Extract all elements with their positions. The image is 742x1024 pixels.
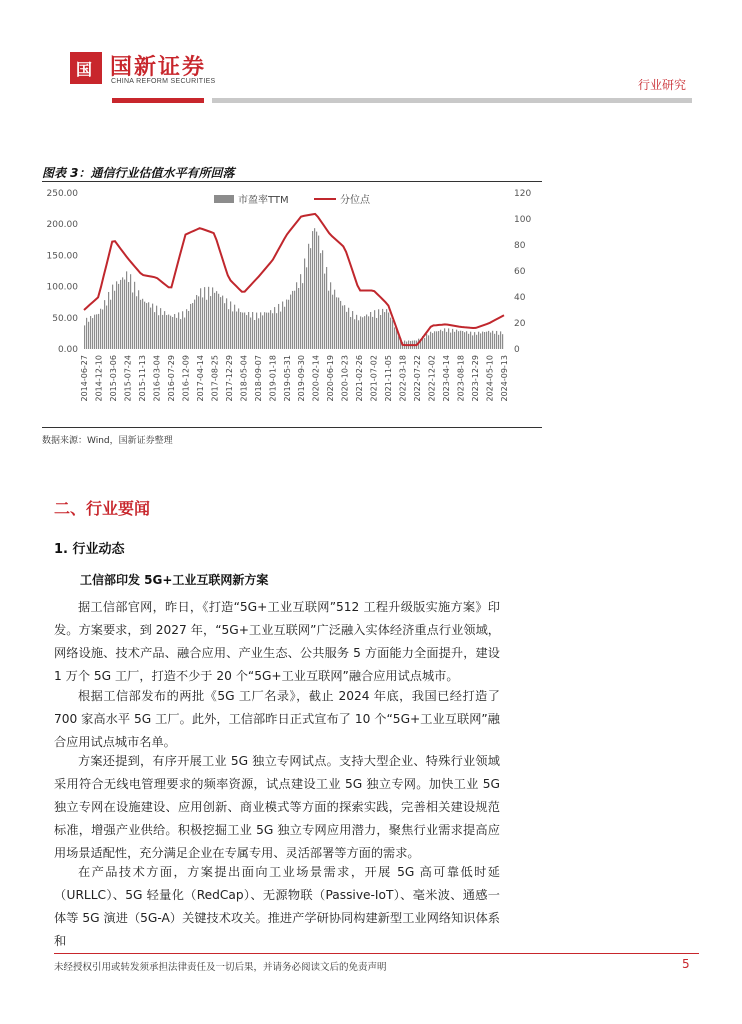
pe-bar	[362, 317, 363, 349]
pe-bar	[278, 304, 279, 349]
pe-bar	[114, 291, 115, 349]
pe-bar	[148, 302, 149, 349]
pe-bar	[108, 292, 109, 349]
pe-bar	[438, 331, 439, 349]
pe-bar	[392, 320, 393, 349]
x-tick-label: 2021-11-05	[384, 355, 394, 402]
pe-bar	[220, 297, 221, 349]
pe-bar	[96, 314, 97, 349]
pe-bar	[166, 315, 167, 349]
pe-bar	[168, 315, 169, 349]
header-accent-bar	[112, 98, 204, 103]
pe-bar	[500, 331, 501, 349]
pe-bar	[204, 287, 205, 349]
footer-disclaimer: 未经授权引用或转发须承担法律责任及一切后果，并请务必阅读文后的免责声明	[54, 962, 387, 973]
x-tick-label: 2014-12-10	[94, 355, 104, 402]
x-tick-label: 2017-12-29	[224, 355, 234, 402]
pe-bar	[264, 312, 265, 349]
y-left-tick-label: 150.00	[46, 251, 78, 262]
x-tick-label: 2015-11-13	[137, 355, 147, 402]
pe-bar	[260, 312, 261, 349]
paragraph-3: 方案还提到，有序开展工业 5G 独立专网试点。支持大型企业、特殊行业领域采用符合无线电管理要求的频率资源，试点建设工业 5G 独立专网。加快工业 5G 独立专网在设施建设、应用创新、商业模式等方面的探索实践，完善相关建设规范标准，增强产业供给。积极挖掘工业 5G 独立专网应用潜力，聚焦行业需求提高应用场景适配性，充分满足企业在专属专用、灵活部署等方面的需求。	[54, 754, 500, 860]
pe-bar	[284, 307, 285, 349]
pe-bar	[222, 296, 223, 349]
pe-bar	[444, 328, 445, 349]
pe-bar	[224, 303, 225, 349]
pe-bar	[216, 291, 217, 349]
pe-bar	[282, 302, 283, 349]
pe-bar	[452, 329, 453, 349]
pe-bar	[122, 277, 123, 349]
logo-mark	[70, 52, 102, 102]
x-tick-label: 2014-06-27	[80, 355, 89, 402]
pe-bar	[190, 304, 191, 349]
pe-bar	[424, 338, 425, 349]
pe-bar	[338, 298, 339, 349]
pe-bar	[154, 312, 155, 349]
pe-bar	[460, 331, 461, 349]
pe-bar	[440, 330, 441, 349]
y-right-tick-label: 120	[514, 189, 532, 199]
pe-bar	[302, 283, 303, 349]
pe-bar	[144, 302, 145, 349]
pe-bar	[328, 291, 329, 349]
pe-bar	[354, 319, 355, 349]
pe-bar	[172, 317, 173, 349]
pe-bar	[246, 315, 247, 349]
pe-bar	[210, 296, 211, 349]
y-left-tick-label: 100.00	[46, 282, 78, 293]
pe-bar	[380, 315, 381, 349]
pe-bar	[464, 332, 465, 349]
paragraph-2: 根据工信部发布的两批《5G 工厂名录》，截止 2024 年底，我国已经打造了 700 家高水平 5G 工厂。此外，工信部昨日正式宣布了 10 个“5G+工业互联网”融合应用试点城市名单。	[54, 689, 500, 749]
pe-bar	[196, 295, 197, 349]
pe-bar	[386, 309, 387, 349]
pe-bar	[390, 318, 391, 349]
pe-bar	[474, 332, 475, 349]
pe-bar	[340, 301, 341, 349]
pe-bar	[176, 318, 177, 349]
pe-bar	[178, 312, 179, 349]
pe-bar	[332, 295, 333, 349]
pe-bar	[238, 308, 239, 349]
x-tick-label: 2019-01-18	[268, 355, 278, 402]
pe-bar	[100, 309, 101, 349]
pe-bar	[116, 281, 117, 349]
pe-bar	[102, 309, 103, 349]
pe-bar	[106, 306, 107, 349]
pe-bar	[292, 291, 293, 349]
legend-label-percentile: 分位点	[340, 195, 370, 206]
pe-bar	[434, 331, 435, 349]
pe-bar	[118, 284, 119, 349]
pe-bar	[236, 311, 237, 349]
pe-bar	[376, 318, 377, 349]
paragraph-1: 据工信部官网，昨日，《打造“5G+工业互联网”512 工程升级版实施方案》印发。方案要求，到 2027 年，“5G+工业互联网”广泛融入实体经济重点行业领域，网络设施、技术产品、融合应用、产业生态、公共服务 5 方面能力全面提升，建设 1 万个 5G 工厂，打造不少于 20 个“5G+工业互联网”融合应用试点城市。	[54, 600, 500, 683]
pe-bar	[364, 316, 365, 349]
pe-bar	[198, 296, 199, 349]
y-left-tick-label: 200.00	[46, 220, 78, 231]
pe-bar	[142, 299, 143, 349]
pe-bar	[244, 312, 245, 349]
x-tick-label: 2018-05-04	[239, 355, 249, 402]
pe-bar	[104, 300, 105, 349]
x-tick-label: 2020-06-19	[326, 355, 336, 402]
pe-bar	[152, 304, 153, 349]
pe-bar	[476, 335, 477, 349]
pe-bar	[382, 309, 383, 349]
pe-bar	[280, 312, 281, 349]
pe-bar	[352, 311, 353, 349]
figure-bottom-rule	[42, 427, 542, 428]
pe-bar	[136, 296, 137, 349]
pe-bar	[192, 303, 193, 349]
x-tick-label: 2022-07-22	[413, 355, 423, 402]
pe-bar	[160, 308, 161, 349]
x-tick-label: 2020-02-14	[311, 355, 321, 402]
x-tick-label: 2022-12-02	[427, 355, 437, 402]
y-right-tick-label: 60	[514, 267, 526, 277]
pe-bar	[182, 311, 183, 349]
news-title: 工信部印发 5G+工业互联网新方案	[80, 573, 269, 587]
pe-bar	[294, 291, 295, 349]
y-left-tick-label: 0.00	[57, 345, 78, 355]
pe-bar	[342, 306, 343, 349]
pe-bar	[184, 318, 185, 349]
pe-bar	[288, 300, 289, 349]
logo-mark-text: 国新	[76, 60, 93, 102]
x-tick-label: 2016-07-29	[166, 355, 176, 402]
pe-bar	[90, 316, 91, 349]
pe-bar	[92, 318, 93, 349]
pe-bar	[138, 290, 139, 349]
pe-bar	[266, 313, 267, 349]
pe-bar	[252, 312, 253, 349]
pe-bar	[378, 309, 379, 349]
pe-bar	[188, 311, 189, 349]
x-tick-label: 2018-09-07	[253, 355, 263, 402]
pe-bar	[498, 335, 499, 349]
pe-bar	[326, 267, 327, 349]
pe-bar	[366, 314, 367, 349]
pe-bar	[324, 274, 325, 349]
pe-bar	[120, 280, 121, 349]
logo-english-name: CHINA REFORM SECURITIES	[111, 78, 216, 85]
pe-bar	[86, 318, 87, 349]
pe-bar	[426, 334, 427, 349]
x-tick-label: 2024-09-13	[500, 355, 509, 402]
pe-bar	[432, 333, 433, 349]
pe-bar	[194, 300, 195, 349]
pe-bar	[448, 328, 449, 349]
y-right-tick-label: 80	[514, 241, 526, 251]
y-right-tick-label: 0	[514, 345, 520, 355]
y-left-tick-label: 50.00	[52, 313, 78, 324]
pe-bar	[478, 332, 479, 349]
footer-rule	[54, 953, 699, 954]
pe-bar	[348, 308, 349, 349]
pe-bar	[126, 271, 127, 349]
pe-bar	[492, 331, 493, 349]
pe-bar	[482, 332, 483, 349]
valuation-chart	[42, 183, 542, 427]
pe-bar	[296, 282, 297, 349]
paragraph-4: 在产品技术方面，方案提出面向工业场景需求，开展 5G 高可靠低时延（URLLC）、5G 轻量化（RedCap）、无源物联（Passive-IoT）、毫米波、通感一体等 5G 演进（5G-A）关键技术攻关。推进产学研协同构建新型工业网络知识体系和	[54, 865, 500, 948]
pe-bar	[374, 310, 375, 349]
y-right-tick-label: 20	[514, 319, 526, 329]
pe-bar	[202, 297, 203, 349]
x-tick-label: 2017-04-14	[195, 355, 205, 402]
pe-bar	[84, 325, 85, 349]
pe-bar	[430, 332, 431, 349]
pe-bar	[276, 313, 277, 349]
pe-bar	[318, 236, 319, 349]
pe-bar	[428, 335, 429, 349]
pe-bar	[472, 335, 473, 349]
figure-source: 数据来源：Wind，国新证券整理	[42, 436, 173, 446]
x-tick-label: 2023-12-29	[471, 355, 481, 402]
pe-bar	[384, 312, 385, 349]
pe-bar	[240, 312, 241, 349]
pe-bar	[134, 282, 135, 349]
pe-bar	[356, 315, 357, 349]
pe-bar	[462, 331, 463, 349]
pe-bar	[388, 313, 389, 349]
pe-bar	[494, 334, 495, 349]
pe-bar	[436, 331, 437, 349]
pe-bar	[186, 309, 187, 349]
pe-bar	[334, 290, 335, 349]
pe-bar	[248, 312, 249, 349]
pe-bar	[470, 332, 471, 349]
x-tick-label: 2022-03-18	[398, 355, 408, 402]
pe-bar	[206, 300, 207, 349]
pe-bar	[274, 307, 275, 349]
pe-bar	[490, 333, 491, 349]
pe-bar	[312, 231, 313, 349]
pe-bar	[502, 334, 503, 349]
x-tick-label: 2015-07-24	[123, 355, 133, 402]
pe-bar	[458, 331, 459, 349]
pe-bar	[228, 309, 229, 349]
pe-bar	[88, 322, 89, 349]
y-left-tick-label: 250.00	[46, 189, 78, 199]
subsection-heading: 1. 行业动态	[54, 542, 125, 557]
pe-bar	[218, 294, 219, 349]
pe-bar	[290, 295, 291, 349]
section-label: 行业研究	[638, 78, 687, 92]
pe-bar	[232, 311, 233, 349]
pe-bar	[162, 315, 163, 349]
pe-bar	[170, 316, 171, 349]
pe-bar	[230, 301, 231, 349]
pe-bar	[304, 258, 305, 349]
pe-bar	[316, 232, 317, 349]
pe-bar	[370, 312, 371, 349]
logo-name: 国新证券	[110, 55, 207, 80]
legend-label-pe: 市盈率TTM	[238, 195, 289, 206]
x-tick-label: 2023-04-14	[442, 355, 452, 402]
pe-bar	[158, 315, 159, 349]
pe-bar	[272, 313, 273, 349]
pe-bar	[466, 331, 467, 349]
pe-bar	[456, 330, 457, 349]
pe-bar	[98, 314, 99, 349]
page-number: 5	[682, 957, 690, 971]
pe-bar	[124, 280, 125, 349]
figure-top-rule	[42, 181, 542, 182]
pe-bar	[180, 319, 181, 349]
pe-bar	[200, 288, 201, 349]
x-tick-label: 2017-08-25	[210, 355, 220, 402]
pe-bar	[308, 244, 309, 349]
pe-bar	[234, 305, 235, 349]
legend-swatch-pe	[214, 195, 234, 203]
pe-bar	[300, 274, 301, 349]
pe-bar	[306, 267, 307, 349]
pe-bar	[250, 318, 251, 349]
header-divider-bar	[212, 98, 692, 103]
pe-bar	[336, 297, 337, 349]
pe-bar	[150, 308, 151, 349]
pe-bar	[242, 313, 243, 349]
x-tick-label: 2020-10-23	[340, 355, 350, 402]
pe-bar	[94, 315, 95, 349]
pe-bar	[156, 306, 157, 349]
pe-bar	[346, 312, 347, 349]
pe-bar	[298, 288, 299, 349]
pe-bar	[256, 313, 257, 349]
x-tick-label: 2023-08-18	[456, 355, 466, 402]
pe-bar	[398, 336, 399, 349]
pe-bar	[270, 310, 271, 349]
pe-bar	[208, 287, 209, 349]
pe-bar	[486, 332, 487, 349]
pe-bar	[344, 305, 345, 349]
pe-bar	[360, 316, 361, 349]
x-tick-label: 2024-05-10	[485, 355, 495, 402]
pe-bar	[320, 253, 321, 349]
pe-bar	[454, 332, 455, 349]
pe-bar	[368, 316, 369, 349]
pe-bar	[330, 282, 331, 349]
pe-bar	[286, 300, 287, 349]
pe-bar	[226, 298, 227, 349]
pe-bar	[450, 333, 451, 349]
pe-bar	[442, 331, 443, 349]
x-tick-label: 2019-09-30	[297, 355, 307, 402]
pe-bar	[314, 228, 315, 349]
pe-bar	[128, 282, 129, 349]
x-tick-label: 2021-07-02	[369, 355, 379, 402]
pe-bar	[262, 315, 263, 349]
pe-bar	[214, 293, 215, 349]
y-right-tick-label: 100	[514, 215, 532, 225]
pe-bar	[468, 334, 469, 349]
x-tick-label: 2016-12-09	[181, 355, 191, 402]
pe-bar	[174, 314, 175, 349]
pe-bar	[480, 333, 481, 349]
pe-bar	[212, 287, 213, 349]
pe-bar	[268, 313, 269, 349]
section-heading: 二、行业要闻	[54, 499, 151, 518]
pe-bar	[322, 250, 323, 349]
pe-bar	[350, 317, 351, 349]
pe-bar	[110, 300, 111, 349]
pe-bar	[496, 331, 497, 349]
x-tick-label: 2019-05-31	[282, 355, 292, 402]
pe-bar	[112, 285, 113, 349]
pe-bar	[372, 317, 373, 349]
pe-bar	[446, 332, 447, 349]
x-tick-label: 2021-02-26	[355, 355, 365, 402]
pe-bar	[484, 332, 485, 349]
pe-bar	[394, 327, 395, 349]
pe-bar	[146, 303, 147, 349]
pe-bar	[488, 331, 489, 349]
pe-bar	[164, 311, 165, 349]
pe-bar	[310, 248, 311, 349]
x-tick-label: 2016-03-04	[152, 355, 162, 402]
y-right-tick-label: 40	[514, 293, 526, 303]
figure-title: 图表 3：通信行业估值水平有所回落	[42, 166, 235, 180]
x-tick-label: 2015-03-06	[108, 355, 118, 402]
pe-bar	[130, 274, 131, 349]
pe-bar	[358, 320, 359, 349]
pe-bar	[258, 318, 259, 349]
pe-bar	[254, 320, 255, 349]
pe-bar	[140, 300, 141, 349]
pe-bar	[132, 292, 133, 349]
